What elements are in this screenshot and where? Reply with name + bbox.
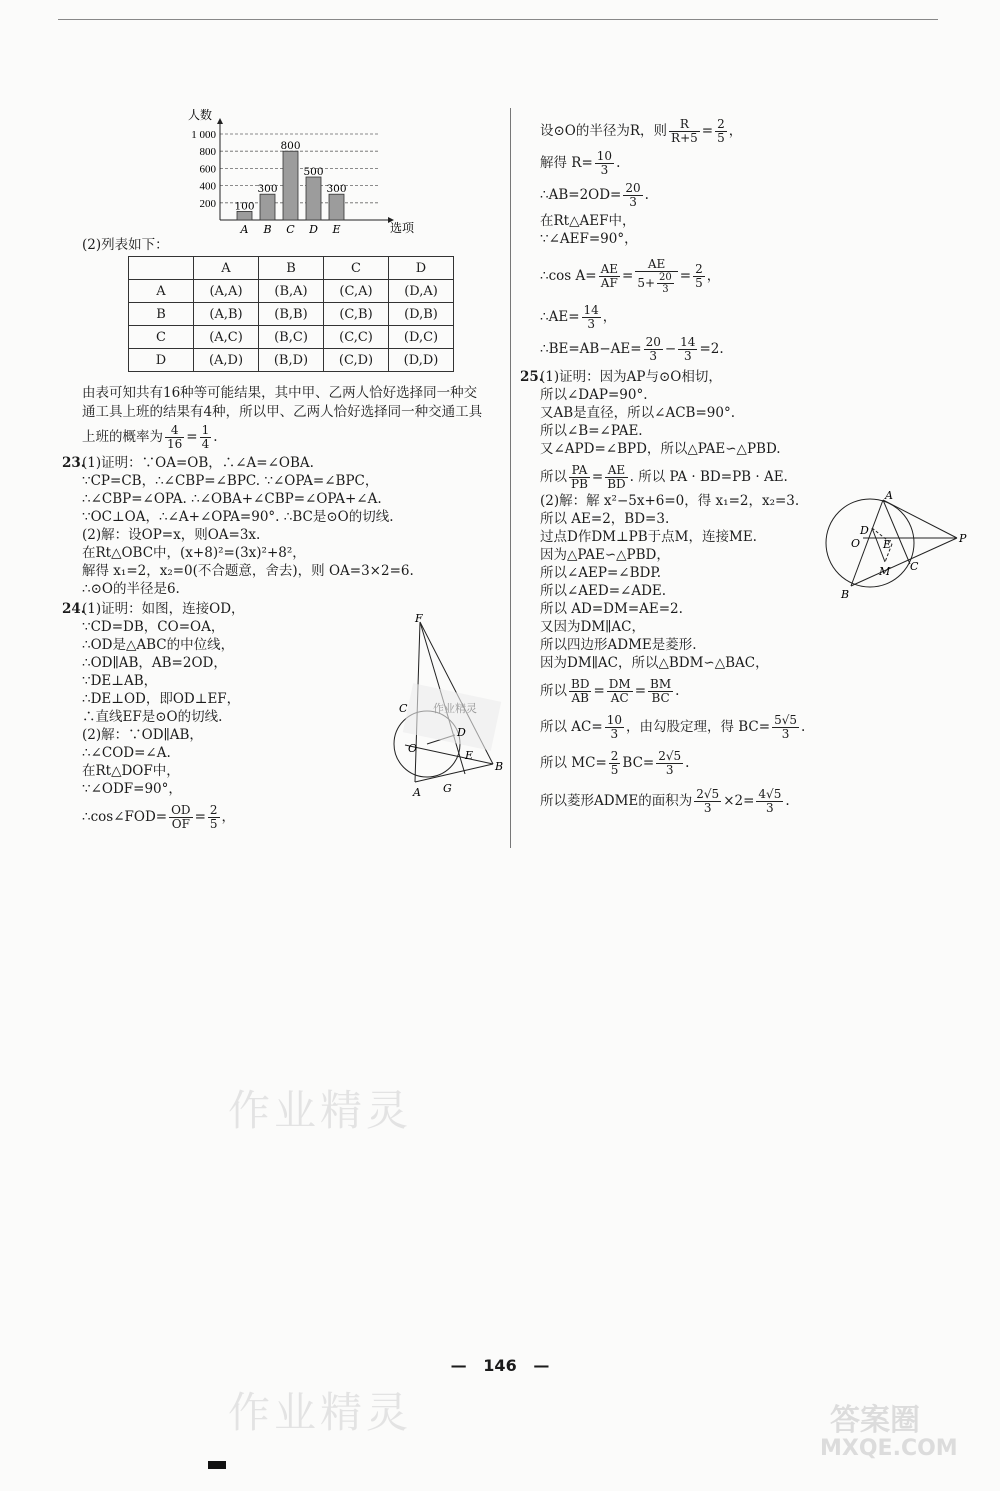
table-cell: (D,D): [389, 349, 454, 372]
page-number-row: — 146 —: [450, 1356, 550, 1375]
q24-line2: ∵CD=DB，CO=OA，: [82, 619, 225, 635]
x-axis-label: 选项: [390, 221, 415, 235]
q25-line19: 所以 MC= $\frac{2}{5}$ BC= $\frac{2√5}{3}$ .: [540, 749, 690, 777]
x-tick-label: D: [309, 223, 318, 236]
fig24-label-A: A: [413, 786, 421, 799]
table-cell: (B,C): [259, 326, 324, 349]
table-cell: A: [194, 257, 259, 280]
q22-part2: (2)列表如下：: [82, 237, 169, 253]
q23-line8: ∴⊙O的半径是6.: [82, 581, 180, 597]
column-divider: [510, 108, 511, 848]
table-cell: A: [129, 280, 194, 303]
y-tick-label: 600: [199, 163, 216, 176]
r-line1: 设⊙O的半径为R，则 $\frac{R}{R+5}$ = $\frac{2}{5}$ ，: [540, 117, 743, 145]
q25-line15: 所以四边形ADME是菱形.: [540, 637, 697, 653]
r-line4: 在Rt△AEF中，: [540, 213, 636, 229]
watermark-1: 作业精灵: [228, 1086, 413, 1135]
table-cell: (D,B): [389, 303, 454, 326]
table-cell: (B,D): [259, 349, 324, 372]
x-tick-label: E: [332, 223, 341, 236]
y-tick-label: 400: [199, 180, 216, 193]
q25-line10: 因为△PAE∽△PBD，: [540, 547, 670, 563]
table-cell: (C,D): [324, 349, 389, 372]
y-axis-label: 人数: [188, 108, 213, 122]
bar: [237, 211, 252, 220]
q25-line18: 所以 AC= $\frac{10}{3}$ ，由勾股定理，得 BC= $\frac{5√5}{3}$ .: [540, 713, 806, 741]
r-line3: ∴AB=2OD= $\frac{20}{3}$ .: [540, 181, 649, 209]
q23-line3: ∴∠CBP=∠OPA. ∴∠OBA+∠CBP=∠OPA+∠A.: [82, 491, 382, 507]
table-cell: D: [389, 257, 454, 280]
table-cell: [129, 257, 194, 280]
fig25-label-M: M: [879, 565, 891, 578]
bar-data-label: 500: [303, 166, 324, 178]
q24-line6: ∴DE⊥OD，即OD⊥EF，: [82, 691, 241, 707]
q23-line1: (1)证明：∵OA=OB，∴∠A=∠OBA.: [82, 455, 314, 471]
y-tick-label: 1 000: [191, 129, 216, 141]
q23-line5: (2)解：设OP=x，则OA=3x.: [82, 527, 261, 543]
q23-line4: ∵OC⊥OA，∴∠A+∠OPA=90°. ∴BC是⊙O的切线.: [82, 509, 394, 525]
fig25-label-P: P: [959, 532, 967, 545]
q24-line11: ∵∠ODF=90°，: [82, 781, 182, 797]
y-axis-arrow: [217, 118, 223, 124]
q22-text-c: 上班的概率为 $\frac{4}{16}$ = $\frac{1}{4}$ .: [82, 423, 218, 451]
watermark-site: MXQE.COM: [820, 1436, 958, 1461]
q25-line14: 又因为DM∥AC，: [540, 619, 645, 635]
table-cell: (B,A): [259, 280, 324, 303]
table-cell: (A,A): [194, 280, 259, 303]
q24-line1: (1)证明：如图，连接OD，: [82, 601, 245, 617]
q24-line5: ∵DE⊥AB，: [82, 673, 158, 689]
q25-line13: 所以 AD=DM=AE=2.: [540, 601, 683, 617]
table-cell: (A,B): [194, 303, 259, 326]
figure-q24: [385, 612, 510, 802]
fig24-label-D: D: [457, 726, 466, 739]
q25-line9: 过点D作DM⊥PB于点M，连接ME.: [540, 529, 757, 545]
q25-line8: 所以 AE=2，BD=3.: [540, 511, 670, 527]
table-header-row: [129, 257, 454, 280]
figure-q25: [815, 488, 975, 603]
bar-data-label: 800: [280, 140, 301, 153]
fig24-label-B: B: [495, 760, 504, 773]
top-rule: [58, 19, 938, 20]
fig24-label-E: E: [465, 749, 474, 762]
table-row: [129, 326, 454, 349]
table-row: [129, 303, 454, 326]
q25-line6: 所以 $\frac{PA}{PB}$ = $\frac{AE}{BD}$ . 所以 PA · BD=PB · AE.: [540, 463, 788, 491]
table-cell: (D,C): [389, 326, 454, 349]
y-tick-label: 200: [199, 197, 216, 210]
q25-line5: 又∠APD=∠BPD，所以△PAE∽△PBD.: [540, 441, 781, 457]
q24-number: 24.: [62, 601, 86, 617]
q24-line12: ∴cos∠FOD= $\frac{OD}{OF}$ = $\frac{2}{5}$ ，: [82, 803, 236, 831]
q25-line4: 所以∠B=∠PAE.: [540, 423, 643, 439]
corner-mark: [208, 1461, 226, 1469]
bar: [306, 177, 321, 220]
fig24-label-C: C: [399, 702, 408, 715]
table-cell: B: [129, 303, 194, 326]
q25-line11: 所以∠AEP=∠BDP.: [540, 565, 662, 581]
q25-line17: 所以 $\frac{BD}{AB}$ = $\frac{DM}{AC}$ = $\frac{BM}{BC}$ .: [540, 677, 680, 705]
q25-number: 25.: [520, 369, 544, 385]
q25-line1: (1)证明：因为AP与⊙O相切，: [540, 369, 722, 385]
q25-line20: 所以菱形ADME的面积为 $\frac{2√5}{3}$ ×2= $\frac{4√5}{3}$ .: [540, 787, 790, 815]
r-line5: ∵∠AEF=90°，: [540, 231, 638, 247]
bar: [260, 194, 275, 220]
table-cell: (C,A): [324, 280, 389, 303]
table-cell: (C,C): [324, 326, 389, 349]
q24-line9: ∴∠COD=∠A.: [82, 745, 171, 761]
fig24-stamp: 作业精灵: [433, 702, 477, 715]
table-cell: D: [129, 349, 194, 372]
table-cell: (A,C): [194, 326, 259, 349]
fig25-label-E: E: [883, 538, 892, 551]
bar-data-label: 300: [257, 183, 278, 196]
bar-data-label: 300: [326, 183, 347, 196]
table-cell: (B,B): [259, 303, 324, 326]
r-line8: ∴BE=AB−AE= $\frac{20}{3}$ − $\frac{14}{3}$ =2.: [540, 335, 724, 363]
q22-text-a: 由表可知共有16种等可能结果，其中甲、乙两人恰好选择同一种交: [82, 385, 478, 401]
q22-text-b: 通工具上班的结果有4种，所以甲、乙两人恰好选择同一种交通工具: [82, 404, 483, 420]
table-cell: C: [324, 257, 389, 280]
fig25-label-A: A: [885, 489, 893, 502]
q23-number: 23.: [62, 455, 86, 471]
fig25-label-D: D: [860, 524, 869, 537]
table-cell: (C,B): [324, 303, 389, 326]
q25-line3: 又AB是直径，所以∠ACB=90°.: [540, 405, 736, 421]
q24-line3: ∴OD是△ABC的中位线，: [82, 637, 235, 653]
bar: [329, 194, 344, 220]
q25-line2: 所以∠DAP=90°.: [540, 387, 648, 403]
q24-line10: 在Rt△DOF中，: [82, 763, 180, 779]
r-line6: ∴cos A= $\frac{AE}{AF}$ = AE 5+ $\frac{20}{3}$ = $\frac{2}{5}$ ，: [540, 257, 721, 295]
q23-line2: ∵CP=CB，∴∠CBP=∠BPC. ∵∠OPA=∠BPC，: [82, 473, 379, 489]
q25-line16: 因为DM∥AC，所以△BDM∽△BAC，: [540, 655, 769, 671]
fig24-label-F: F: [415, 612, 423, 625]
x-tick-label: A: [240, 223, 249, 236]
q23-line7: 解得 x₁=2，x₂=0(不合题意，舍去)，则 OA=3×2=6.: [82, 563, 414, 579]
watermark-brand: 答案圈: [830, 1403, 920, 1438]
table-cell: B: [259, 257, 324, 280]
table-cell: (D,A): [389, 280, 454, 303]
q25-line12: 所以∠AED=∠ADE.: [540, 583, 667, 599]
q23-line6: 在Rt△OBC中，(x+8)²=(3x)²+8²，: [82, 545, 306, 561]
table-row: [129, 280, 454, 303]
fig24-label-O: O: [408, 742, 418, 755]
q24-line7: ∴直线EF是⊙O的切线.: [82, 709, 223, 725]
fig25-label-O: O: [851, 537, 861, 550]
r-line7: ∴AE= $\frac{14}{3}$ ，: [540, 303, 617, 331]
q24-line4: ∴OD∥AB，AB=2OD，: [82, 655, 227, 671]
watermark-2: 作业精灵: [228, 1388, 413, 1437]
r-line2: 解得 R= $\frac{10}{3}$ .: [540, 149, 621, 177]
q24-line8: (2)解：∵OD∥AB，: [82, 727, 203, 743]
fig25-label-B: B: [841, 588, 850, 601]
probability-table: [128, 256, 454, 372]
q25-line7: (2)解：解 x²−5x+6=0，得 x₁=2，x₂=3.: [540, 493, 800, 509]
bar-chart: [180, 108, 415, 238]
table-cell: (A,D): [194, 349, 259, 372]
x-tick-label: C: [286, 223, 295, 236]
x-tick-label: B: [263, 223, 272, 236]
bar-data-label: 100: [234, 200, 255, 213]
table-row: [129, 349, 454, 372]
table-cell: C: [129, 326, 194, 349]
fig24-label-G: G: [443, 782, 452, 795]
bar: [283, 151, 298, 220]
fig25-label-C: C: [910, 560, 919, 573]
y-tick-label: 800: [199, 146, 216, 159]
page-number: 146: [483, 1356, 517, 1375]
